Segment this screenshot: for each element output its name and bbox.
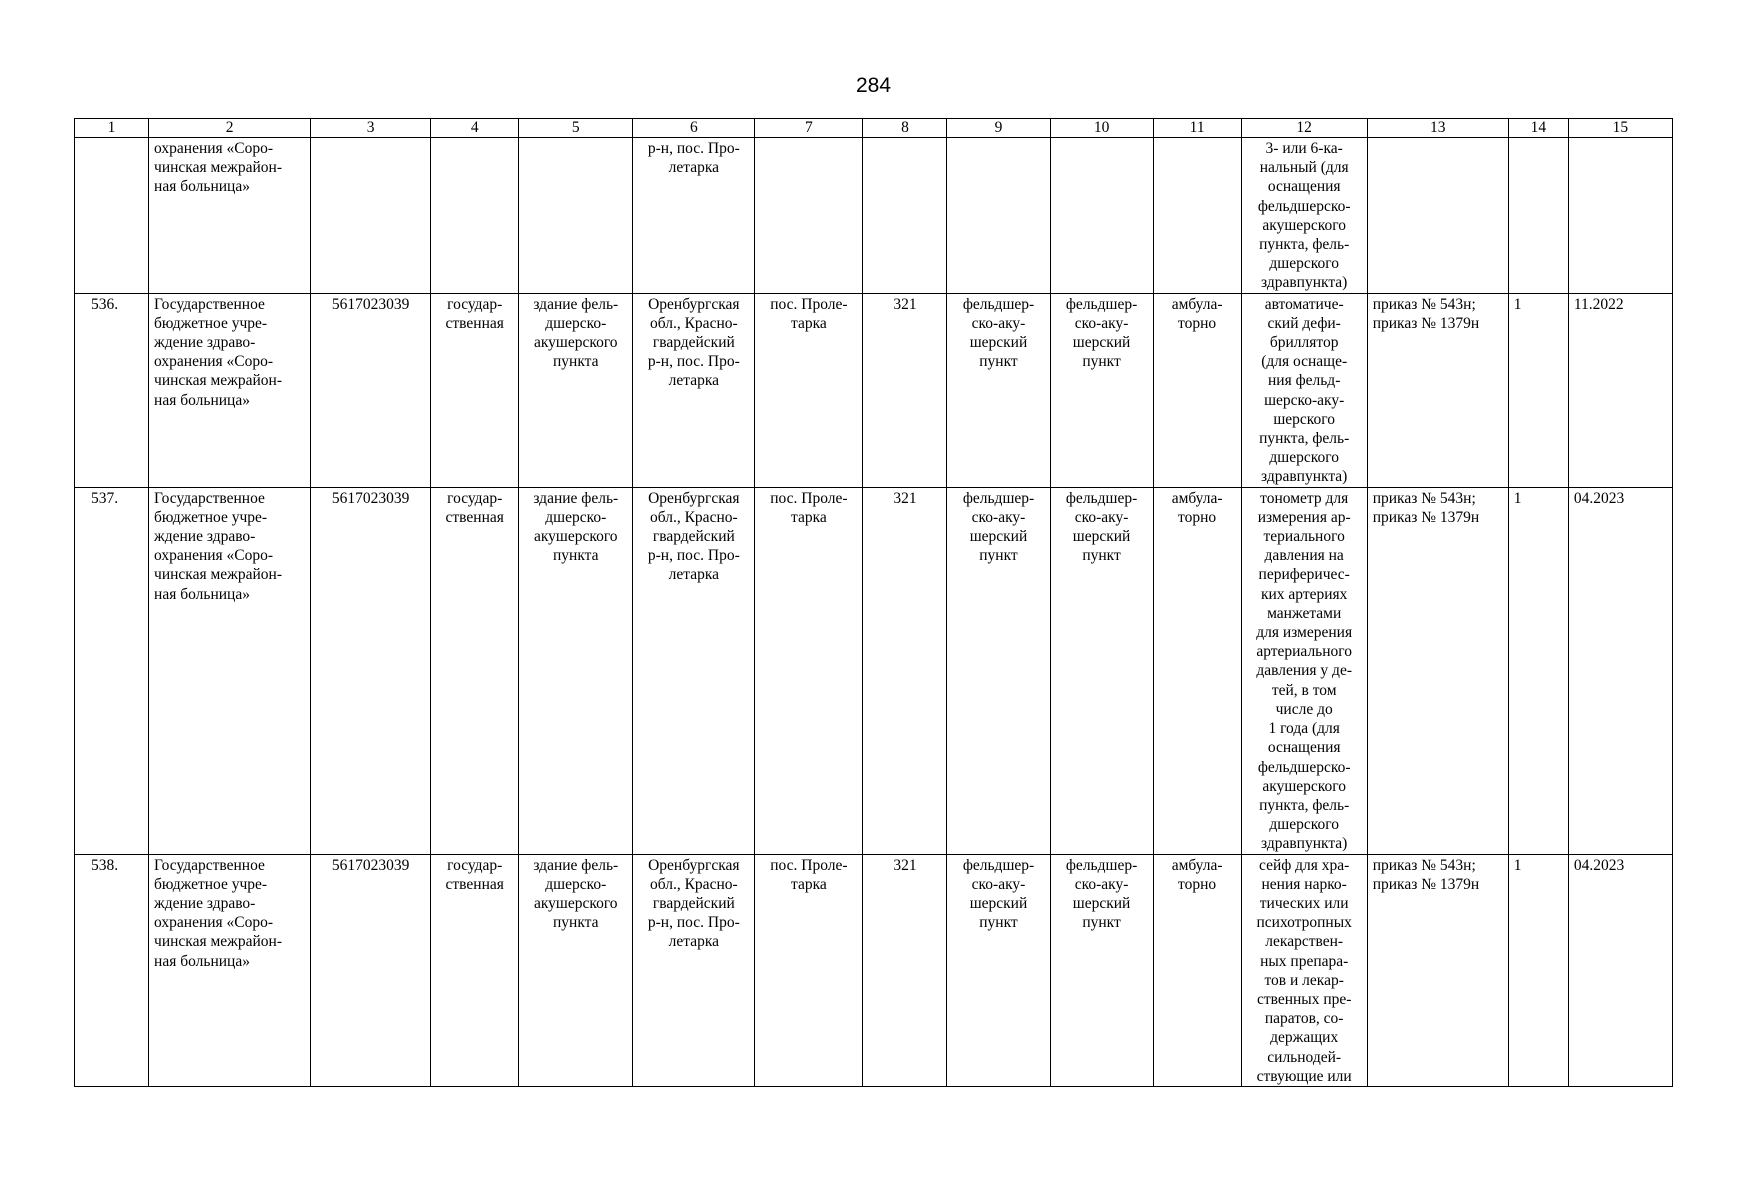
column-header-13: 13 bbox=[1367, 119, 1508, 138]
cell-unit-profile: фельдшер- ско-аку- шерский пункт bbox=[1050, 487, 1153, 854]
cell-inn bbox=[311, 138, 431, 294]
cell-row-number: 538. bbox=[75, 854, 149, 1086]
cell-address: Оренбургская обл., Красно- гвардейский р-н, пос. Про- летарка bbox=[633, 854, 755, 1086]
cell-address: Оренбургская обл., Красно- гвардейский р-н, пос. Про- летарка bbox=[633, 487, 755, 854]
cell-building: здание фель- дшерско- акушерского пункта bbox=[519, 854, 633, 1086]
cell-date bbox=[1568, 138, 1672, 294]
cell-date: 11.2022 bbox=[1568, 293, 1672, 487]
column-header-12: 12 bbox=[1241, 119, 1367, 138]
cell-inn: 5617023039 bbox=[311, 487, 431, 854]
column-header-7: 7 bbox=[755, 119, 863, 138]
column-header-4: 4 bbox=[431, 119, 519, 138]
cell-equipment: автоматиче- ский дефи- бриллятор (для оснаще- ния фельд- шерско-аку- шерского пункта, фель- дшерского здравпункта) bbox=[1241, 293, 1367, 487]
cell-care-form bbox=[1153, 138, 1241, 294]
cell-settlement: пос. Проле- тарка bbox=[755, 293, 863, 487]
cell-unit-type: фельдшер- ско-аку- шерский пункт bbox=[947, 293, 1050, 487]
cell-unit-type: фельдшер- ско-аку- шерский пункт bbox=[947, 854, 1050, 1086]
column-header-3: 3 bbox=[311, 119, 431, 138]
cell-population bbox=[863, 138, 947, 294]
table-row bbox=[75, 487, 1673, 854]
cell-institution-name: Государственное бюджетное учре- ждение здраво- охранения «Соро- чинская межрайон- ная больница» bbox=[149, 854, 311, 1086]
cell-population: 321 bbox=[863, 854, 947, 1086]
cell-order-reference: приказ № 543н; приказ № 1379н bbox=[1367, 293, 1508, 487]
cell-equipment: тонометр для измерения ар- териального давления на периферичес- ких артериях манжетами для измерения артериального давления у де- тей, в том числе до 1 года (для оснащения фельдшерско- акушерского пункта, фель- дшерского здравпункта) bbox=[1241, 487, 1367, 854]
cell-quantity bbox=[1508, 138, 1568, 294]
cell-institution-name: охранения «Соро- чинская межрайон- ная больница» bbox=[149, 138, 311, 294]
column-header-10: 10 bbox=[1050, 119, 1153, 138]
column-number-header-row bbox=[75, 119, 1673, 138]
column-header-15: 15 bbox=[1568, 119, 1672, 138]
cell-address: р-н, пос. Про- летарка bbox=[633, 138, 755, 294]
cell-row-number bbox=[75, 138, 149, 294]
cell-quantity: 1 bbox=[1508, 487, 1568, 854]
cell-quantity: 1 bbox=[1508, 293, 1568, 487]
cell-quantity: 1 bbox=[1508, 854, 1568, 1086]
cell-ownership: государ- ственная bbox=[431, 487, 519, 854]
cell-row-number: 536. bbox=[75, 293, 149, 487]
cell-order-reference bbox=[1367, 138, 1508, 294]
cell-population: 321 bbox=[863, 293, 947, 487]
cell-inn: 5617023039 bbox=[311, 854, 431, 1086]
cell-unit-profile bbox=[1050, 138, 1153, 294]
cell-care-form: амбула- торно bbox=[1153, 293, 1241, 487]
registry-table bbox=[74, 118, 1673, 1087]
cell-address: Оренбургская обл., Красно- гвардейский р-н, пос. Про- летарка bbox=[633, 293, 755, 487]
cell-settlement bbox=[755, 138, 863, 294]
column-header-11: 11 bbox=[1153, 119, 1241, 138]
cell-building bbox=[519, 138, 633, 294]
cell-population: 321 bbox=[863, 487, 947, 854]
column-header-8: 8 bbox=[863, 119, 947, 138]
cell-row-number: 537. bbox=[75, 487, 149, 854]
cell-ownership bbox=[431, 138, 519, 294]
cell-building: здание фель- дшерско- акушерского пункта bbox=[519, 487, 633, 854]
column-header-5: 5 bbox=[519, 119, 633, 138]
column-header-1: 1 bbox=[75, 119, 149, 138]
cell-date: 04.2023 bbox=[1568, 487, 1672, 854]
cell-order-reference: приказ № 543н; приказ № 1379н bbox=[1367, 854, 1508, 1086]
cell-settlement: пос. Проле- тарка bbox=[755, 854, 863, 1086]
cell-unit-profile: фельдшер- ско-аку- шерский пункт bbox=[1050, 854, 1153, 1086]
table-row-continuation bbox=[75, 138, 1673, 294]
cell-order-reference: приказ № 543н; приказ № 1379н bbox=[1367, 487, 1508, 854]
cell-institution-name: Государственное бюджетное учре- ждение здраво- охранения «Соро- чинская межрайон- ная больница» bbox=[149, 293, 311, 487]
column-header-9: 9 bbox=[947, 119, 1050, 138]
cell-unit-profile: фельдшер- ско-аку- шерский пункт bbox=[1050, 293, 1153, 487]
cell-inn: 5617023039 bbox=[311, 293, 431, 487]
cell-date: 04.2023 bbox=[1568, 854, 1672, 1086]
cell-equipment: 3- или 6-ка- нальный (для оснащения фельдшерско- акушерского пункта, фель- дшерского здравпункта) bbox=[1241, 138, 1367, 294]
column-header-2: 2 bbox=[149, 119, 311, 138]
column-header-6: 6 bbox=[633, 119, 755, 138]
cell-care-form: амбула- торно bbox=[1153, 854, 1241, 1086]
column-header-14: 14 bbox=[1508, 119, 1568, 138]
cell-equipment: сейф для хра- нения нарко- тических или психотропных лекарствен- ных препара- тов и лекар- ственных пре- паратов, со- держащих сильнодей- ствующие или bbox=[1241, 854, 1367, 1086]
cell-building: здание фель- дшерско- акушерского пункта bbox=[519, 293, 633, 487]
cell-unit-type: фельдшер- ско-аку- шерский пункт bbox=[947, 487, 1050, 854]
table-row bbox=[75, 854, 1673, 1086]
cell-institution-name: Государственное бюджетное учре- ждение здраво- охранения «Соро- чинская межрайон- ная больница» bbox=[149, 487, 311, 854]
cell-ownership: государ- ственная bbox=[431, 854, 519, 1086]
page-number: 284 bbox=[855, 74, 892, 97]
cell-unit-type bbox=[947, 138, 1050, 294]
cell-care-form: амбула- торно bbox=[1153, 487, 1241, 854]
cell-settlement: пос. Проле- тарка bbox=[755, 487, 863, 854]
cell-ownership: государ- ственная bbox=[431, 293, 519, 487]
table-row bbox=[75, 293, 1673, 487]
